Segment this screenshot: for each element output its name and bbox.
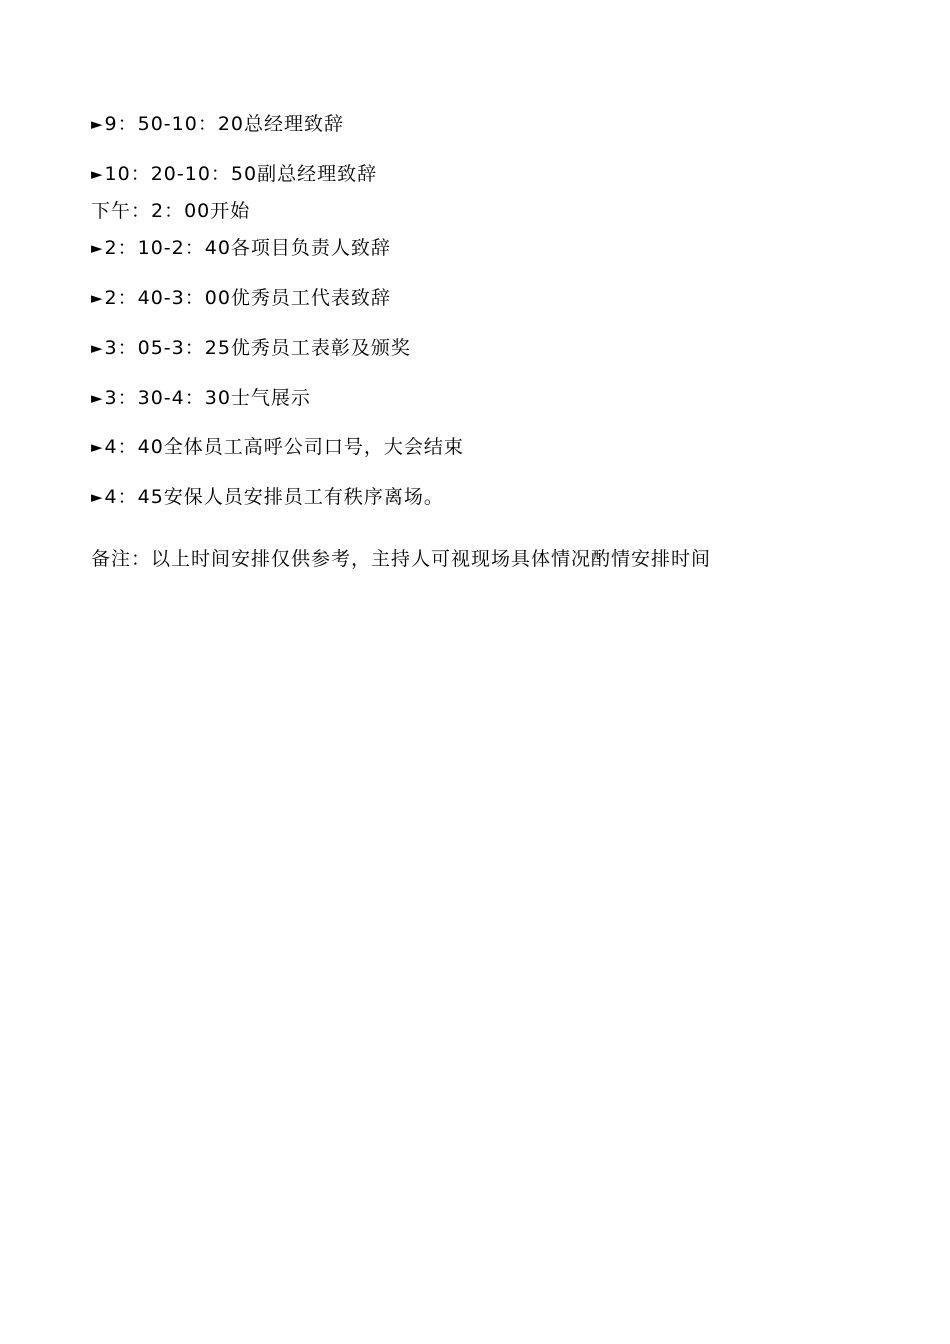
schedule-item-3 xyxy=(91,236,391,260)
schedule-item-1 xyxy=(91,112,344,136)
schedule-item-5 xyxy=(91,336,411,360)
schedule-item-4 xyxy=(91,286,391,310)
schedule-item-6 xyxy=(91,386,311,410)
triangle-bullet-icon: ► xyxy=(91,339,104,357)
schedule-item-text: 9：50-10：20总经理致辞 xyxy=(104,113,345,135)
triangle-bullet-icon: ► xyxy=(91,239,104,257)
schedule-item-text: 3：05-3：25优秀员工表彰及颁奖 xyxy=(104,337,411,359)
schedule-item-8 xyxy=(91,485,444,509)
triangle-bullet-icon: ► xyxy=(91,115,104,133)
schedule-item-text: 3：30-4：30士气展示 xyxy=(104,387,311,409)
schedule-item-7 xyxy=(91,435,464,459)
schedule-item-text: 4：45安保人员安排员工有秩序离场。 xyxy=(104,486,444,508)
triangle-bullet-icon: ► xyxy=(91,165,104,183)
triangle-bullet-icon: ► xyxy=(91,289,104,307)
triangle-bullet-icon: ► xyxy=(91,438,104,456)
schedule-item-text: 10：20-10：50副总经理致辞 xyxy=(104,163,378,185)
schedule-item-text: 2：10-2：40各项目负责人致辞 xyxy=(104,237,391,259)
schedule-note xyxy=(91,547,711,571)
schedule-item-2 xyxy=(91,162,377,186)
schedule-item-text: 4：40全体员工高呼公司口号，大会结束 xyxy=(104,436,464,458)
schedule-note-text: 备注：以上时间安排仅供参考，主持人可视现场具体情况酌情安排时间 xyxy=(91,548,712,570)
schedule-item-text: 2：40-3：00优秀员工代表致辞 xyxy=(104,287,391,309)
triangle-bullet-icon: ► xyxy=(91,389,104,407)
afternoon-heading-text: 下午：2：00开始 xyxy=(91,200,251,222)
triangle-bullet-icon: ► xyxy=(91,488,104,506)
afternoon-heading xyxy=(91,199,250,223)
